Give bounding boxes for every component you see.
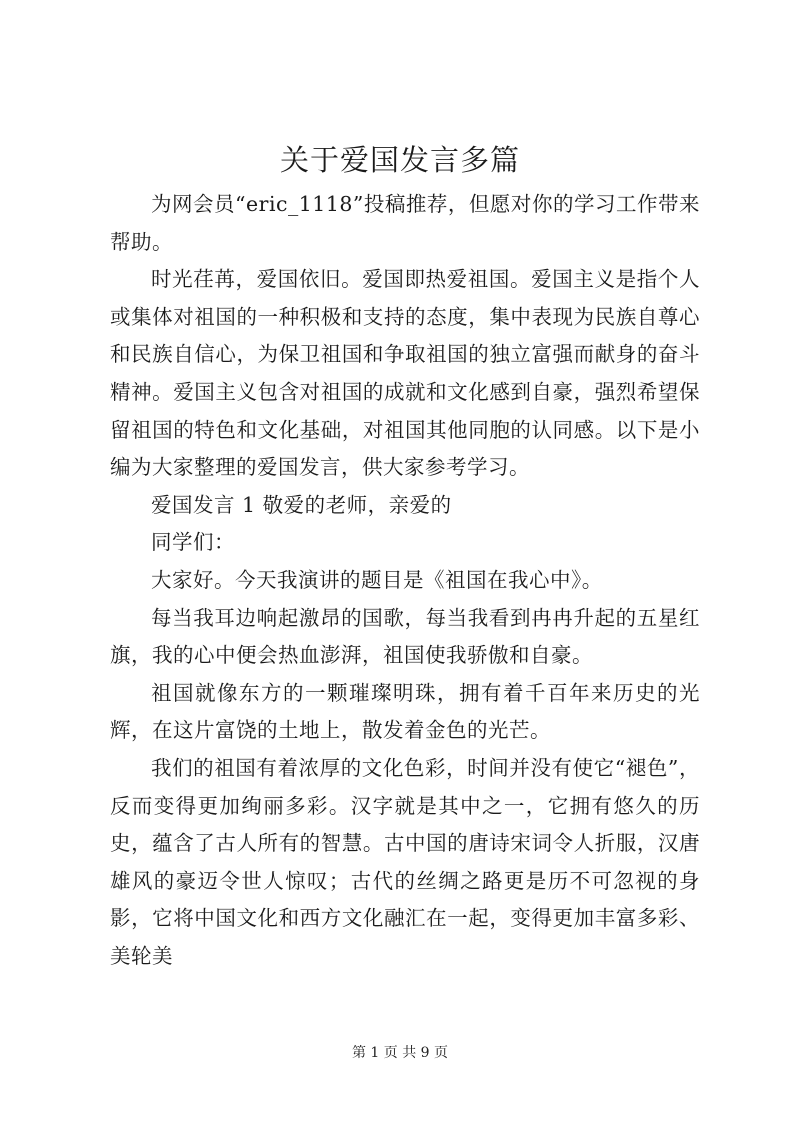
paragraph-speech-heading: 爱国发言 1 敬爱的老师，亲爱的 [151,492,452,517]
paragraph-national-anthem: 每当我耳边响起激昂的国歌，每当我看到冉冉升起的五星红旗，我的心中便会热血澎湃，祖国使我骄傲和自豪。 [110,605,700,668]
paragraph-intro: 为网会员“eric_1118”投稿推荐，但愿对你的学习工作带来帮助。 [110,192,700,254]
document-body [110,186,700,975]
paragraph-patriotism-definition: 时光荏苒，爱国依旧。爱国即热爱祖国。爱国主义是指个人或集体对祖国的一种积极和支持的态度，集中表现为民族自尊心和民族自信心，为保卫祖国和争取祖国的独立富强而献身的奋斗精神。爱国主义包含对祖国的成就和文化感到自豪，强烈希望保留祖国的特色和文化基础，对祖国其他同胞的认同感。以下是小编为大家整理的爱国发言，供大家参考学习。 [110,267,700,480]
paragraph-pearl: 祖国就像东方的一颗璀璨明珠，拥有着千百年来历史的光辉，在这片富饶的土地上，散发着金色的光芒。 [110,680,700,743]
document-title: 关于爱国发言多篇 [279,143,520,177]
paragraph-greeting: 大家好。今天我演讲的题目是《祖国在我心中》。 [151,567,603,592]
paragraph-culture: 我们的祖国有着浓厚的文化色彩，时间并没有使它“褪色”，反而变得更加绚丽多彩。汉字就是其中之一，它拥有悠久的历史，蕴含了古人所有的智慧。古中国的唐诗宋词令人折服，汉唐雄风的豪迈令世人惊叹；古代的丝绸之路更是历不可忽视的身影，它将中国文化和西方文化融汇在一起，变得更加丰富多彩、美轮美 [110,755,700,968]
page-footer: 第 1 页 共 9 页 [351,1045,449,1061]
paragraph-salutation: 同学们： [151,530,235,555]
